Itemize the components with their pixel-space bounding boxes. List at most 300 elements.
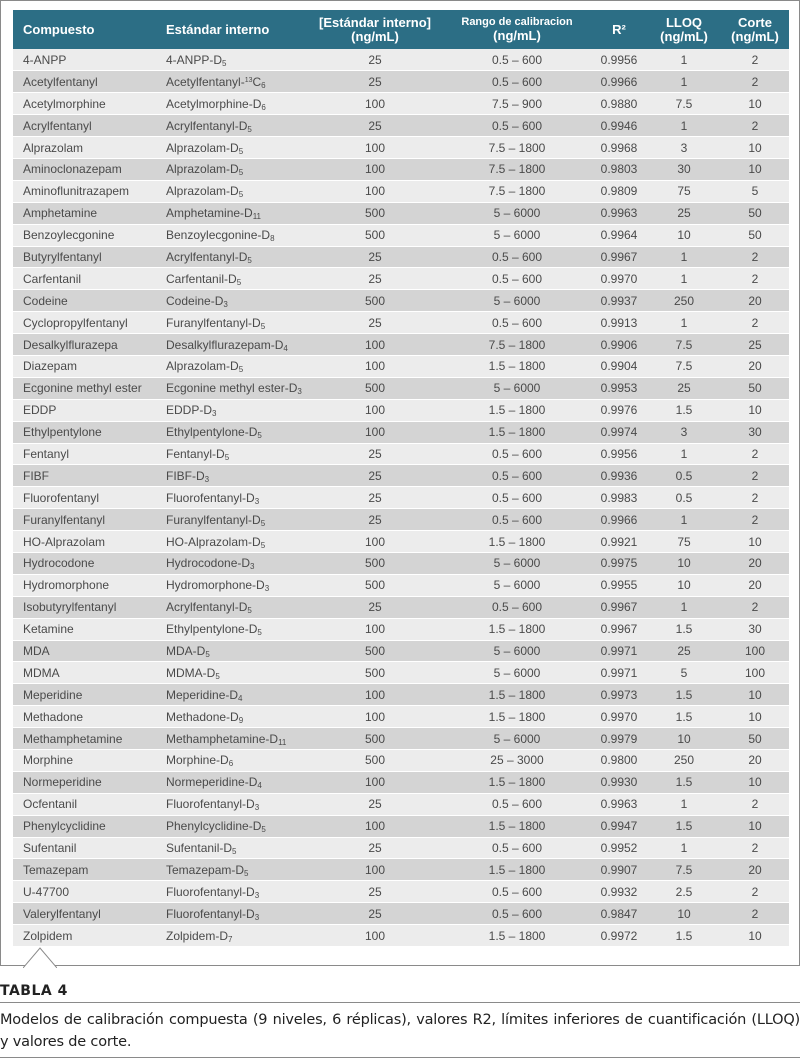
cell-calibration-range: 0.5 – 600	[443, 596, 591, 618]
cell-internal-standard: Acrylfentanyl-$D_5$	[156, 596, 307, 618]
cell-compound: Fentanyl	[13, 443, 156, 465]
cell-calibration-range: 5 – 6000	[443, 662, 591, 684]
cell-cutoff: 10	[721, 684, 789, 706]
cell-calibration-range: 7.5 – 1800	[443, 137, 591, 159]
cell-r2: 0.9970	[591, 706, 647, 728]
cell-calibration-range: 1.5 – 1800	[443, 771, 591, 793]
table-row	[13, 903, 789, 925]
cell-lloq: 10	[647, 224, 721, 246]
header-compuesto: Compuesto	[13, 10, 156, 49]
cell-compound: Acetylfentanyl	[13, 71, 156, 93]
cell-internal-standard: Codeine-$D_3$	[156, 290, 307, 312]
table-row	[13, 93, 789, 115]
cell-istd-concentration: 100	[307, 684, 443, 706]
cell-cutoff: 100	[721, 640, 789, 662]
cell-lloq: 1	[647, 115, 721, 137]
cell-compound: Ocfentanil	[13, 793, 156, 815]
table-row	[13, 881, 789, 903]
cell-cutoff: 20	[721, 750, 789, 772]
cell-internal-standard: Fentanyl-$D_5$	[156, 443, 307, 465]
cell-cutoff: 2	[721, 246, 789, 268]
cell-lloq: 10	[647, 552, 721, 574]
cell-lloq: 25	[647, 640, 721, 662]
cell-istd-concentration: 500	[307, 224, 443, 246]
cell-internal-standard: Alprazolam-$D_5$	[156, 137, 307, 159]
table-row	[13, 706, 789, 728]
cell-istd-concentration: 100	[307, 618, 443, 640]
cell-compound: Zolpidem	[13, 925, 156, 947]
cell-lloq: 25	[647, 202, 721, 224]
cell-istd-concentration: 25	[307, 49, 443, 71]
cell-r2: 0.9963	[591, 793, 647, 815]
caption-text: Modelos de calibración compuesta (9 niveles, 6 réplicas), valores R2, límites inferiores de cuantificación (LLOQ) y valores de corte.	[0, 1003, 800, 1058]
table-row	[13, 334, 789, 356]
cell-internal-standard: Acetylmorphine-$D_6$	[156, 93, 307, 115]
cell-lloq: 7.5	[647, 334, 721, 356]
cell-istd-concentration: 25	[307, 115, 443, 137]
cell-cutoff: 2	[721, 793, 789, 815]
cell-cutoff: 2	[721, 115, 789, 137]
cell-r2: 0.9930	[591, 771, 647, 793]
cell-r2: 0.9953	[591, 377, 647, 399]
table-row	[13, 793, 789, 815]
cell-internal-standard: Acrylfentanyl-$D_5$	[156, 246, 307, 268]
cell-compound: Morphine	[13, 750, 156, 772]
cell-lloq: 1.5	[647, 925, 721, 947]
cell-internal-standard: Temazepam-$D_5$	[156, 859, 307, 881]
cell-istd-concentration: 100	[307, 355, 443, 377]
cell-compound: Methadone	[13, 706, 156, 728]
cell-lloq: 0.5	[647, 487, 721, 509]
cell-istd-concentration: 100	[307, 706, 443, 728]
cell-r2: 0.9932	[591, 881, 647, 903]
cell-lloq: 250	[647, 290, 721, 312]
table-row	[13, 487, 789, 509]
table-row	[13, 552, 789, 574]
cell-lloq: 7.5	[647, 859, 721, 881]
table-row	[13, 618, 789, 640]
table-row	[13, 246, 789, 268]
cell-cutoff: 10	[721, 137, 789, 159]
cell-lloq: 1	[647, 837, 721, 859]
cell-istd-concentration: 25	[307, 837, 443, 859]
cell-lloq: 25	[647, 377, 721, 399]
cell-lloq: 1.5	[647, 684, 721, 706]
cell-compound: Normeperidine	[13, 771, 156, 793]
cell-istd-concentration: 100	[307, 421, 443, 443]
cell-calibration-range: 5 – 6000	[443, 552, 591, 574]
cell-istd-concentration: 100	[307, 815, 443, 837]
cell-istd-concentration: 100	[307, 158, 443, 180]
cell-lloq: 7.5	[647, 93, 721, 115]
caption-title: TABLA 4	[0, 983, 800, 1003]
cell-cutoff: 50	[721, 728, 789, 750]
table-row	[13, 771, 789, 793]
cell-istd-concentration: 100	[307, 399, 443, 421]
cell-r2: 0.9976	[591, 399, 647, 421]
cell-calibration-range: 5 – 6000	[443, 224, 591, 246]
cell-lloq: 1	[647, 312, 721, 334]
cell-cutoff: 2	[721, 881, 789, 903]
table-row	[13, 180, 789, 202]
cell-compound: MDMA	[13, 662, 156, 684]
cell-cutoff: 20	[721, 355, 789, 377]
cell-istd-concentration: 100	[307, 334, 443, 356]
cell-calibration-range: 1.5 – 1800	[443, 399, 591, 421]
cell-cutoff: 10	[721, 93, 789, 115]
cell-cutoff: 2	[721, 71, 789, 93]
cell-lloq: 10	[647, 574, 721, 596]
cell-istd-concentration: 25	[307, 793, 443, 815]
table-row	[13, 49, 789, 71]
cell-cutoff: 20	[721, 859, 789, 881]
cell-compound: Aminoclonazepam	[13, 158, 156, 180]
cell-compound: Benzoylecgonine	[13, 224, 156, 246]
cell-cutoff: 50	[721, 202, 789, 224]
header-lloq: LLOQ (ng/mL)	[647, 10, 721, 49]
cell-compound: U-47700	[13, 881, 156, 903]
table-row	[13, 312, 789, 334]
cell-internal-standard: Methadone-$D_9$	[156, 706, 307, 728]
cell-r2: 0.9963	[591, 202, 647, 224]
table-row	[13, 355, 789, 377]
cell-internal-standard: Ethylpentylone-$D_5$	[156, 421, 307, 443]
cell-r2: 0.9983	[591, 487, 647, 509]
cell-internal-standard: Alprazolam-$D_5$	[156, 158, 307, 180]
header-r2: R²	[591, 10, 647, 49]
cell-r2: 0.9936	[591, 465, 647, 487]
cell-r2: 0.9956	[591, 443, 647, 465]
table-row	[13, 421, 789, 443]
cell-internal-standard: Morphine-$D_6$	[156, 750, 307, 772]
cell-compound: Ketamine	[13, 618, 156, 640]
cell-lloq: 250	[647, 750, 721, 772]
cell-calibration-range: 5 – 6000	[443, 640, 591, 662]
cell-r2: 0.9973	[591, 684, 647, 706]
cell-calibration-range: 7.5 – 1800	[443, 180, 591, 202]
cell-calibration-range: 0.5 – 600	[443, 487, 591, 509]
cell-istd-concentration: 500	[307, 290, 443, 312]
cell-calibration-range: 0.5 – 600	[443, 246, 591, 268]
cell-r2: 0.9971	[591, 662, 647, 684]
cell-r2: 0.9847	[591, 903, 647, 925]
cell-cutoff: 2	[721, 268, 789, 290]
cell-lloq: 1	[647, 71, 721, 93]
cell-lloq: 75	[647, 180, 721, 202]
cell-cutoff: 30	[721, 421, 789, 443]
cell-calibration-range: 1.5 – 1800	[443, 815, 591, 837]
cell-compound: Desalkylflurazepa	[13, 334, 156, 356]
cell-istd-concentration: 25	[307, 268, 443, 290]
cell-r2: 0.9907	[591, 859, 647, 881]
cell-internal-standard: Methamphetamine-$D_{11}$	[156, 728, 307, 750]
table-row	[13, 224, 789, 246]
cell-compound: Butyrylfentanyl	[13, 246, 156, 268]
cell-cutoff: 2	[721, 443, 789, 465]
cell-internal-standard: FIBF-$D_3$	[156, 465, 307, 487]
cell-internal-standard: Fluorofentanyl-$D_3$	[156, 487, 307, 509]
cell-r2: 0.9937	[591, 290, 647, 312]
cell-r2: 0.9974	[591, 421, 647, 443]
table-row	[13, 574, 789, 596]
cell-lloq: 10	[647, 728, 721, 750]
cell-istd-concentration: 500	[307, 574, 443, 596]
cell-lloq: 1	[647, 268, 721, 290]
cell-internal-standard: Ecgonine methyl ester-$D_3$	[156, 377, 307, 399]
table-row	[13, 137, 789, 159]
caption-pointer	[23, 947, 57, 968]
cell-cutoff: 10	[721, 399, 789, 421]
table-row	[13, 115, 789, 137]
cell-istd-concentration: 25	[307, 596, 443, 618]
cell-calibration-range: 25 – 3000	[443, 750, 591, 772]
cell-compound: 4-ANPP	[13, 49, 156, 71]
cell-istd-concentration: 100	[307, 180, 443, 202]
cell-r2: 0.9979	[591, 728, 647, 750]
cell-lloq: 3	[647, 421, 721, 443]
cell-compound: Alprazolam	[13, 137, 156, 159]
cell-calibration-range: 0.5 – 600	[443, 837, 591, 859]
cell-lloq: 1	[647, 443, 721, 465]
table-row	[13, 728, 789, 750]
cell-compound: Ecgonine methyl ester	[13, 377, 156, 399]
cell-internal-standard: Ethylpentylone-$D_5$	[156, 618, 307, 640]
cell-lloq: 1	[647, 596, 721, 618]
cell-istd-concentration: 25	[307, 312, 443, 334]
table-row	[13, 925, 789, 947]
cell-compound: MDA	[13, 640, 156, 662]
cell-calibration-range: 0.5 – 600	[443, 881, 591, 903]
cell-r2: 0.9955	[591, 574, 647, 596]
table-row	[13, 377, 789, 399]
cell-istd-concentration: 25	[307, 881, 443, 903]
cell-internal-standard: Alprazolam-$D_5$	[156, 355, 307, 377]
table-row	[13, 465, 789, 487]
cell-calibration-range: 1.5 – 1800	[443, 531, 591, 553]
cell-compound: Cyclopropylfentanyl	[13, 312, 156, 334]
cell-compound: Ethylpentylone	[13, 421, 156, 443]
cell-cutoff: 100	[721, 662, 789, 684]
header-concentracion-estandar: [Estándar interno] (ng/mL)	[307, 10, 443, 49]
cell-compound: Codeine	[13, 290, 156, 312]
cell-internal-standard: Alprazolam-$D_5$	[156, 180, 307, 202]
cell-internal-standard: Fluorofentanyl-$D_3$	[156, 881, 307, 903]
cell-lloq: 1.5	[647, 399, 721, 421]
cell-istd-concentration: 25	[307, 487, 443, 509]
cell-r2: 0.9906	[591, 334, 647, 356]
cell-lloq: 2.5	[647, 881, 721, 903]
cell-compound: FIBF	[13, 465, 156, 487]
cell-lloq: 3	[647, 137, 721, 159]
cell-r2: 0.9880	[591, 93, 647, 115]
cell-r2: 0.9956	[591, 49, 647, 71]
cell-cutoff: 50	[721, 377, 789, 399]
cell-compound: Acrylfentanyl	[13, 115, 156, 137]
cell-calibration-range: 1.5 – 1800	[443, 355, 591, 377]
cell-internal-standard: Benzoylecgonine-$D_8$	[156, 224, 307, 246]
table-row	[13, 443, 789, 465]
table-row	[13, 640, 789, 662]
cell-internal-standard: Acetylfentanyl-$^{13}C_6$	[156, 71, 307, 93]
cell-internal-standard: MDA-$D_5$	[156, 640, 307, 662]
cell-lloq: 5	[647, 662, 721, 684]
cell-r2: 0.9803	[591, 158, 647, 180]
cell-r2: 0.9964	[591, 224, 647, 246]
cell-lloq: 0.5	[647, 465, 721, 487]
cell-cutoff: 10	[721, 706, 789, 728]
cell-r2: 0.9972	[591, 925, 647, 947]
cell-cutoff: 10	[721, 925, 789, 947]
cell-compound: Furanylfentanyl	[13, 509, 156, 531]
cell-compound: Valerylfentanyl	[13, 903, 156, 925]
cell-lloq: 75	[647, 531, 721, 553]
cell-lloq: 1	[647, 509, 721, 531]
table-row	[13, 509, 789, 531]
cell-compound: Amphetamine	[13, 202, 156, 224]
cell-istd-concentration: 100	[307, 925, 443, 947]
cell-compound: HO-Alprazolam	[13, 531, 156, 553]
cell-compound: Isobutyrylfentanyl	[13, 596, 156, 618]
cell-r2: 0.9800	[591, 750, 647, 772]
cell-calibration-range: 7.5 – 1800	[443, 158, 591, 180]
cell-istd-concentration: 100	[307, 859, 443, 881]
cell-internal-standard: $4-ANPP-D_5$	[156, 49, 307, 71]
cell-compound: Sufentanil	[13, 837, 156, 859]
cell-lloq: 1.5	[647, 771, 721, 793]
cell-internal-standard: MDMA-$D_5$	[156, 662, 307, 684]
cell-internal-standard: Fluorofentanyl-$D_3$	[156, 793, 307, 815]
cell-internal-standard: Sufentanil-$D_5$	[156, 837, 307, 859]
cell-cutoff: 50	[721, 224, 789, 246]
cell-istd-concentration: 500	[307, 377, 443, 399]
cell-r2: 0.9966	[591, 509, 647, 531]
cell-cutoff: 10	[721, 771, 789, 793]
cell-r2: 0.9946	[591, 115, 647, 137]
cell-istd-concentration: 500	[307, 202, 443, 224]
cell-r2: 0.9970	[591, 268, 647, 290]
cell-internal-standard: Acrylfentanyl-$D_5$	[156, 115, 307, 137]
cell-calibration-range: 1.5 – 1800	[443, 684, 591, 706]
cell-cutoff: 2	[721, 465, 789, 487]
cell-compound: Diazepam	[13, 355, 156, 377]
cell-calibration-range: 0.5 – 600	[443, 443, 591, 465]
table-row	[13, 202, 789, 224]
cell-lloq: 1	[647, 793, 721, 815]
cell-internal-standard: Carfentanil-$D_5$	[156, 268, 307, 290]
cell-istd-concentration: 100	[307, 771, 443, 793]
cell-compound: Hydrocodone	[13, 552, 156, 574]
table-row	[13, 71, 789, 93]
cell-r2: 0.9967	[591, 596, 647, 618]
cell-internal-standard: Phenylcyclidine-$D_5$	[156, 815, 307, 837]
cell-calibration-range: 5 – 6000	[443, 728, 591, 750]
table-row	[13, 158, 789, 180]
cell-calibration-range: 0.5 – 600	[443, 312, 591, 334]
table-body	[13, 49, 789, 947]
cell-r2: 0.9947	[591, 815, 647, 837]
cell-r2: 0.9971	[591, 640, 647, 662]
cell-istd-concentration: 25	[307, 246, 443, 268]
cell-calibration-range: 1.5 – 1800	[443, 618, 591, 640]
cell-lloq: 1	[647, 49, 721, 71]
cell-istd-concentration: 25	[307, 509, 443, 531]
cell-calibration-range: 1.5 – 1800	[443, 421, 591, 443]
cell-calibration-range: 7.5 – 900	[443, 93, 591, 115]
cell-r2: 0.9966	[591, 71, 647, 93]
cell-cutoff: 10	[721, 158, 789, 180]
cell-calibration-range: 0.5 – 600	[443, 49, 591, 71]
cell-compound: Carfentanil	[13, 268, 156, 290]
cell-calibration-range: 5 – 6000	[443, 202, 591, 224]
cell-compound: Temazepam	[13, 859, 156, 881]
cell-istd-concentration: 500	[307, 640, 443, 662]
cell-cutoff: 2	[721, 312, 789, 334]
cell-internal-standard: Hydromorphone-$D_3$	[156, 574, 307, 596]
cell-internal-standard: Furanylfentanyl-$D_5$	[156, 312, 307, 334]
cell-istd-concentration: 25	[307, 903, 443, 925]
cell-calibration-range: 0.5 – 600	[443, 268, 591, 290]
cell-lloq: 10	[647, 903, 721, 925]
table-row	[13, 531, 789, 553]
table-row	[13, 815, 789, 837]
table-row	[13, 662, 789, 684]
cell-cutoff: 2	[721, 49, 789, 71]
cell-internal-standard: Furanylfentanyl-$D_5$	[156, 509, 307, 531]
cell-r2: 0.9968	[591, 137, 647, 159]
cell-calibration-range: 7.5 – 1800	[443, 334, 591, 356]
cell-calibration-range: 1.5 – 1800	[443, 925, 591, 947]
cell-istd-concentration: 100	[307, 531, 443, 553]
cell-istd-concentration: 500	[307, 662, 443, 684]
calibration-table	[13, 10, 789, 947]
cell-r2: 0.9952	[591, 837, 647, 859]
cell-cutoff: 25	[721, 334, 789, 356]
cell-cutoff: 2	[721, 509, 789, 531]
cell-cutoff: 2	[721, 596, 789, 618]
cell-istd-concentration: 500	[307, 728, 443, 750]
table-row	[13, 290, 789, 312]
cell-istd-concentration: 100	[307, 93, 443, 115]
table-row	[13, 859, 789, 881]
cell-calibration-range: 0.5 – 600	[443, 465, 591, 487]
table-header-row	[13, 10, 789, 49]
cell-istd-concentration: 25	[307, 71, 443, 93]
cell-calibration-range: 0.5 – 600	[443, 903, 591, 925]
cell-compound: EDDP	[13, 399, 156, 421]
cell-compound: Hydromorphone	[13, 574, 156, 596]
cell-internal-standard: Amphetamine-$D_{11}$	[156, 202, 307, 224]
cell-lloq: 1.5	[647, 706, 721, 728]
header-rango-calibracion: Rango de calibracion (ng/mL)	[443, 10, 591, 49]
cell-r2: 0.9913	[591, 312, 647, 334]
cell-calibration-range: 1.5 – 1800	[443, 859, 591, 881]
cell-calibration-range: 5 – 6000	[443, 290, 591, 312]
cell-calibration-range: 1.5 – 1800	[443, 706, 591, 728]
table-container	[13, 10, 789, 947]
cell-compound: Meperidine	[13, 684, 156, 706]
cell-calibration-range: 5 – 6000	[443, 574, 591, 596]
cell-r2: 0.9904	[591, 355, 647, 377]
cell-lloq: 1.5	[647, 618, 721, 640]
header-estandar-interno: Estándar interno	[156, 10, 307, 49]
cell-istd-concentration: 25	[307, 443, 443, 465]
cell-internal-standard: $HO-Alprazolam-D_5$	[156, 531, 307, 553]
cell-istd-concentration: 500	[307, 552, 443, 574]
cell-calibration-range: 5 – 6000	[443, 377, 591, 399]
cell-calibration-range: 0.5 – 600	[443, 115, 591, 137]
cell-internal-standard: Fluorofentanyl-$D_3$	[156, 903, 307, 925]
cell-cutoff: 5	[721, 180, 789, 202]
